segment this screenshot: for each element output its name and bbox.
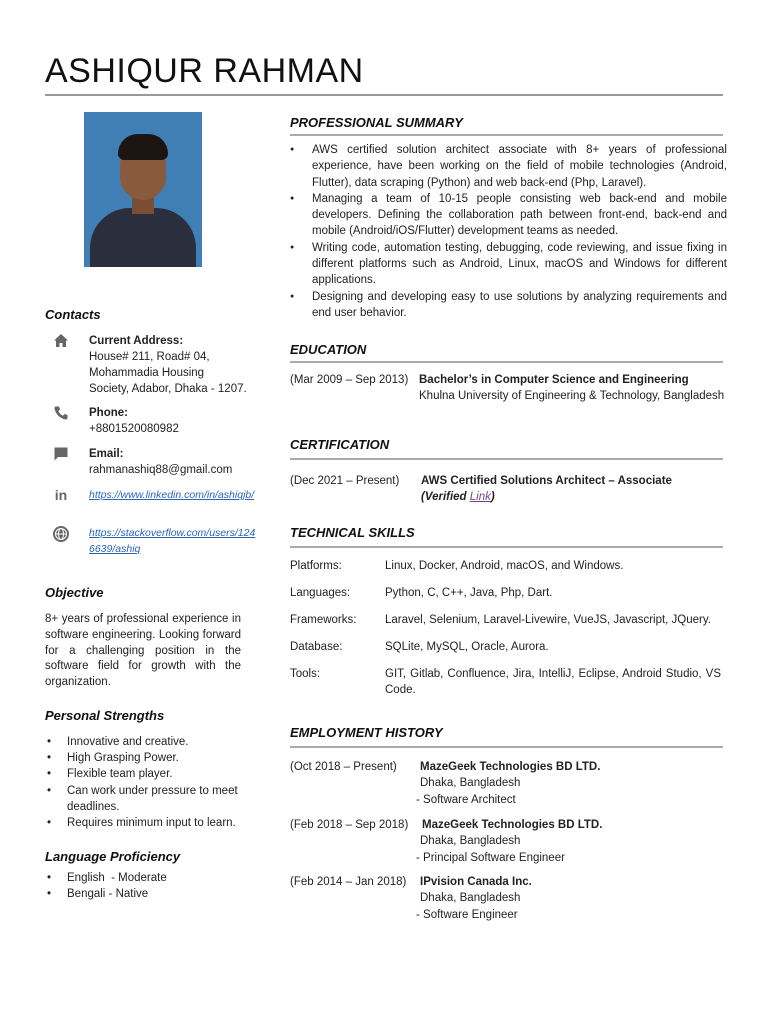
certification-heading: CERTIFICATION: [290, 437, 390, 452]
skill-row: [290, 666, 723, 700]
objective-heading: Objective: [45, 585, 104, 600]
summary-heading: PROFESSIONAL SUMMARY: [290, 115, 463, 130]
stackoverflow-link[interactable]: https://stackoverflow.com/users/1246639/ashiq: [89, 527, 256, 555]
list-item: • Can work under pressure to meet deadlines.: [45, 783, 250, 815]
strengths-heading: Personal Strengths: [45, 708, 165, 723]
skills-heading: TECHNICAL SKILLS: [290, 525, 415, 540]
job-date: (Feb 2018 – Sep 2018): [290, 819, 409, 831]
job-role: - Software Architect: [416, 793, 516, 806]
certification-title: AWS Certified Solutions Architect – Associate: [421, 475, 672, 487]
profile-photo: [84, 112, 202, 267]
skill-value: Laravel, Selenium, Laravel-Livewire, VueJS, Javascript, JQuery.: [385, 614, 711, 626]
skill-key: Frameworks:: [290, 614, 357, 626]
address-line: Mohammadia Housing: [89, 367, 205, 379]
skill-value: Python, C, C++, Java, Php, Dart.: [385, 587, 553, 599]
education-divider: [290, 361, 723, 363]
employment-divider: [290, 746, 723, 748]
education-heading: EDUCATION: [290, 342, 367, 357]
education-degree: Bachelor’s in Computer Science and Engineering: [419, 374, 689, 386]
home-icon: [51, 333, 71, 353]
list-item: • High Grasping Power.: [45, 750, 250, 766]
strengths-list: [45, 734, 250, 831]
job-company: MazeGeek Technologies BD LTD.: [422, 819, 603, 831]
linkedin-link[interactable]: https://www.linkedin.com/in/ashiqjb/: [89, 489, 255, 501]
globe-icon: [51, 525, 71, 545]
list-item: ● Designing and developing easy to use solutions by analyzing requirements and end user behavior.: [290, 289, 727, 322]
employment-heading: EMPLOYMENT HISTORY: [290, 725, 443, 740]
job-date: (Oct 2018 – Present): [290, 761, 397, 773]
skill-key: Platforms:: [290, 560, 342, 572]
job-date: (Feb 2014 – Jan 2018): [290, 876, 407, 888]
list-item: • Innovative and creative.: [45, 734, 250, 750]
job-company: MazeGeek Technologies BD LTD.: [420, 761, 601, 773]
skill-key: Database:: [290, 641, 343, 653]
skill-row: [290, 639, 723, 657]
skill-value: Linux, Docker, Android, macOS, and Windows.: [385, 560, 624, 572]
job-location: Dhaka, Bangladesh: [420, 777, 521, 790]
list-item: • English - Moderate: [45, 870, 250, 886]
certification-verified: (Verified Link): [421, 491, 495, 504]
job-entry: [290, 759, 723, 809]
certification-entry: [290, 473, 723, 507]
list-item: ● AWS certified solution architect associate with 8+ years of professional experience, have been working on the field of mobile technologies (Android, Flutter), data scraping (Python) and web back-end (Php, Laravel).: [290, 142, 727, 191]
skill-row: [290, 612, 723, 630]
skill-value: SQLite, MySQL, Oracle, Aurora.: [385, 641, 549, 653]
summary-divider: [290, 134, 723, 136]
skill-value: GIT, Gitlab, Confluence, Jira, IntelliJ, Eclipse, Android Studio, VS Code.: [385, 668, 721, 697]
skill-key: Tools:: [290, 668, 321, 680]
skill-row: [290, 558, 723, 576]
education-date: (Mar 2009 – Sep 2013): [290, 374, 409, 386]
summary-list: [290, 142, 727, 321]
language-list: [45, 870, 250, 902]
job-entry: [290, 817, 723, 867]
candidate-name: ASHIQUR RAHMAN: [45, 52, 364, 90]
name-divider: [45, 94, 723, 96]
contacts-heading: Contacts: [45, 307, 101, 322]
skill-key: Languages:: [290, 587, 351, 599]
skills-divider: [290, 546, 723, 548]
job-location: Dhaka, Bangladesh: [420, 835, 521, 848]
job-location: Dhaka, Bangladesh: [420, 892, 521, 905]
phone-icon: [51, 405, 71, 425]
phone-label: Phone:: [89, 407, 128, 419]
job-entry: [290, 874, 723, 924]
phone-number: +8801520080982: [89, 423, 179, 435]
job-role: - Software Engineer: [416, 908, 518, 921]
verified-link[interactable]: Link: [469, 491, 491, 504]
linkedin-icon: in: [54, 487, 68, 503]
list-item: ● Writing code, automation testing, debugging, code reviewing, and issue fixing in different platforms such as Android, Linux, macOS and Windows for different applications.: [290, 240, 727, 289]
chat-icon: [51, 446, 71, 466]
list-item: • Flexible team player.: [45, 766, 250, 782]
address-line: Society, Adabor, Dhaka - 1207.: [89, 383, 247, 395]
list-item: • Bengali - Native: [45, 886, 250, 902]
skill-row: [290, 585, 723, 603]
list-item: • Requires minimum input to learn.: [45, 815, 250, 831]
email-label: Email:: [89, 448, 124, 460]
certification-date: (Dec 2021 – Present): [290, 475, 400, 487]
job-company: IPvision Canada Inc.: [420, 876, 532, 888]
objective-text: 8+ years of professional experience in software engineering. Looking forward for a challenging position in the software field for growth with the organization.: [45, 613, 241, 689]
email-address[interactable]: rahmanashiq88@gmail.com: [89, 464, 233, 476]
job-role: - Principal Software Engineer: [416, 851, 565, 864]
address-line: House# 211, Road# 04,: [89, 351, 210, 363]
education-entry: [290, 372, 723, 406]
education-school: Khulna University of Engineering & Technology, Bangladesh: [419, 390, 725, 403]
list-item: ● Managing a team of 10-15 people consisting web back-end and mobile developers. Defining the collaboration path between front-end, back-end and mobile (Android/iOS/Flutter) development teams as needed.: [290, 191, 727, 240]
language-heading: Language Proficiency: [45, 849, 181, 864]
certification-divider: [290, 458, 723, 460]
address-label: Current Address:: [89, 335, 184, 347]
